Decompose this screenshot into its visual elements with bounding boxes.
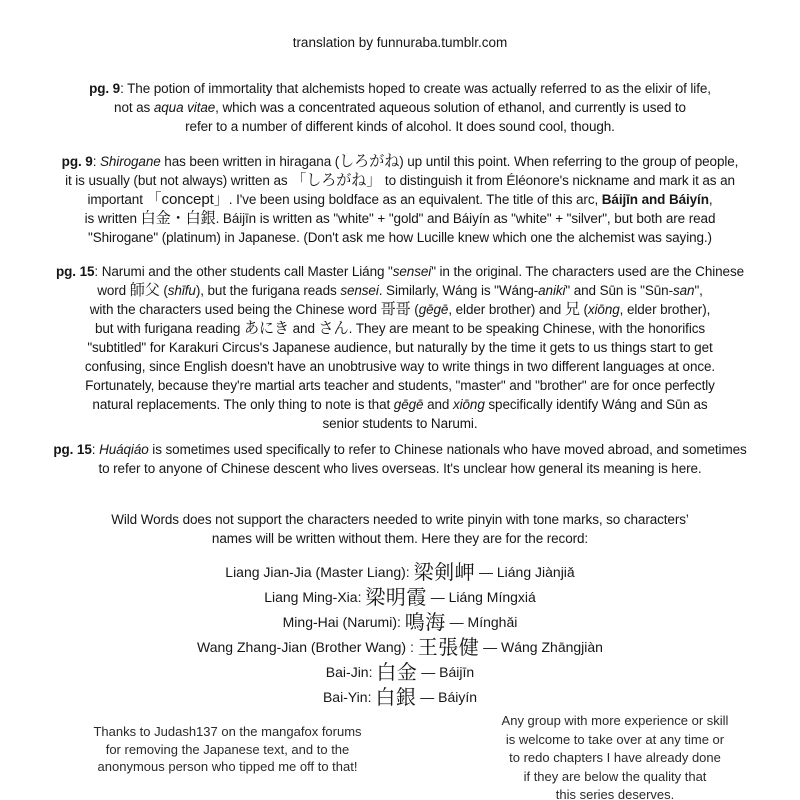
name-record-liang-mingxia: Liang Ming-Xia: 梁明霞 — Liáng Míngxiá <box>264 587 536 609</box>
thanks-note: Thanks to Judash137 on the mangafox forums for removing the Japanese text, and to the anonymous person who tipped me off to that! <box>93 724 362 774</box>
name-record-baiyin: Bai-Yin: 白銀 — Báiyín <box>322 687 478 709</box>
name-record-wang-zhangjian: Wang Zhang-Jian (Brother Wang) : 王張健 — Wáng Zhāngjiàn <box>197 637 603 659</box>
note-pg9-elixir: pg. 9: The potion of immortality that alchemists hoped to create was actually referred to as the elixir of life, not as aqua vitae, which was a concentrated aqueous solution of ethanol, and currently is used to refer to a number of different kinds of alcohol. It does sound cool, though. <box>89 81 711 134</box>
character-name-list <box>0 560 800 710</box>
note-pg9-shirogane: pg. 9: Shirogane has been written in hiragana (しろがね) up until this point. When referring to the group of people, it is usually (but not always) written as 「しろがね」 to distinguish it from Éléonore's nickname and mark it as an important 「concept」. I've been using boldface as an equivalent. The title of this arc, Báijīn and Báiyín, is written 白金・白銀. Báijīn is written as "white" + "gold" and Báiyín as "white" + "silver", but both are read "Shirogane" (platinum) in Japanese. (Don't ask me how Lucille knew which one the alchemist was saying.) <box>61 153 739 245</box>
name-record-baijin: Bai-Jin: 白金 — Báijīn <box>325 662 475 684</box>
note-pg15-huaqiao: pg. 15: Huáqiáo is sometimes used specifically to refer to Chinese nationals who have moved abroad, and sometimes to refer to anyone of Chinese descent who lives overseas. It's unclear how general its meaning is here. <box>53 442 747 476</box>
note-pg15-honorifics: pg. 15: Narumi and the other students call Master Liáng "sensei" in the original. The characters used are the Chinese word 師父 (shīfu), but the furigana reads sensei. Similarly, Wáng is "Wáng-aniki" and Sūn is "Sūn-san", with the characters used being the Chinese word 哥哥 (gēgē, elder brother) and 兄 (xiōng, elder brother), but with furigana reading あにき and さん. They are meant to be speaking Chinese, with the honorifics "subtitled" for Karakuri Circus's Japanese audience, but naturally by the time it gets to us things start to get confusing, since English doesn't have an unobtrusive way to write things in two different languages at once. Fortunately, because they're martial arts teacher and students, "master" and "brother" are for once perfectly natural replacements. The only thing to note is that gēgē and xiōng specifically identify Wáng and Sūn as senior students to Narumi. <box>55 264 745 431</box>
takeover-note: Any group with more experience or skill is welcome to take over at any time or to redo chapters I have already done if they are below the quality that this series deserves. <box>501 713 729 800</box>
name-record-minghai: Ming-Hai (Narumi): 鳴海 — Mínghǎi <box>282 612 518 634</box>
name-record-liang-jianjia: Liang Jian-Jia (Master Liang): 梁剣岬 — Liáng Jiànjiǎ <box>225 562 575 584</box>
credit-line: translation by funnuraba.tumblr.com <box>292 35 508 50</box>
pinyin-note: Wild Words does not support the characters needed to write pinyin with tone marks, so characters’ names will be written without them. Here they are for the record: <box>111 512 689 546</box>
